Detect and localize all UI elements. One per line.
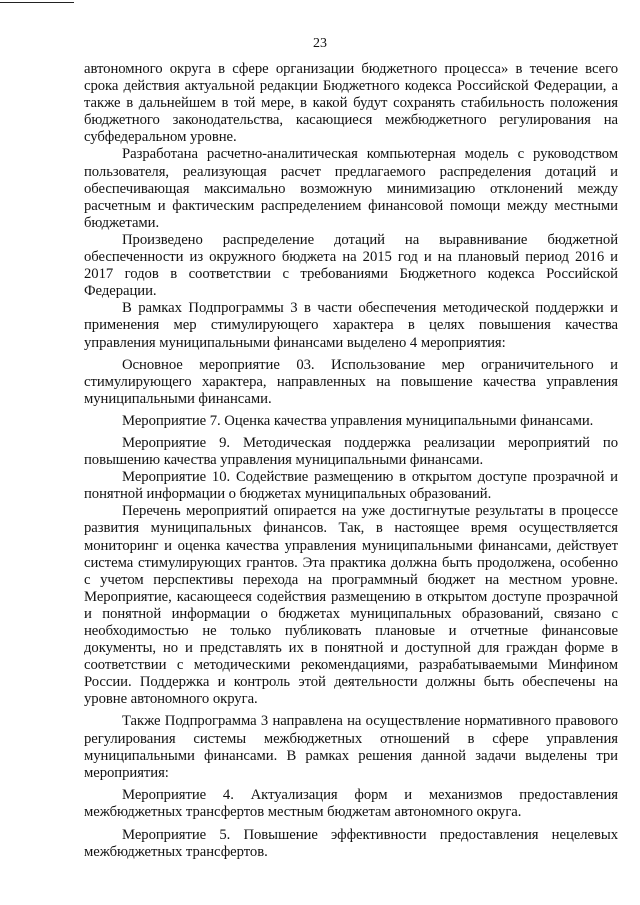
paragraph: Основное мероприятие 03. Использование мер ограничительного и стимулирующего характера, направленных на повышение качества управления муниципальными финансами. bbox=[84, 356, 618, 407]
paragraph: Мероприятие 10. Содействие размещению в открытом доступе прозрачной и понятной информации о бюджетах муниципальных образований. bbox=[84, 469, 618, 503]
paragraph: В рамках Подпрограммы 3 в части обеспечения методической поддержки и применения мер стимулирующего характера в целях повышения качества управления муниципальными финансами выделено 4 мероприятия: bbox=[84, 300, 618, 351]
body-text bbox=[84, 61, 618, 861]
paragraph: Мероприятие 9. Методическая поддержка реализации мероприятий по повышению качества управления муниципальными финансами. bbox=[84, 434, 618, 469]
paragraph: Также Подпрограмма 3 направлена на осуществление нормативного правового регулирования системы межбюджетных отношений в сфере управления муниципальными финансами. В рамках решения данной задачи выделены три мероприятия: bbox=[84, 713, 618, 781]
paragraph: Мероприятие 4. Актуализация форм и механизмов предоставления межбюджетных трансфертов местным бюджетам автономного округа. bbox=[84, 786, 618, 820]
page-number: 23 bbox=[313, 36, 327, 51]
paragraph: автономного округа в сфере организации бюджетного процесса» в течение всего срока действия актуальной редакции Бюджетного кодекса Российской Федерации, а также в дальнейшем в той мере, в какой будут сохранять стабильность положения бюджетного законодательства, касающиеся межбюджетного регулирования на субфедеральном уровне. bbox=[84, 61, 618, 146]
header-rule bbox=[0, 2, 74, 3]
paragraph: Разработана расчетно-аналитическая компьютерная модель с руководством пользователя, реализующая расчет предлагаемого распределения дотаций и обеспечивающая максимально возможную минимизацию отклонений между расчетным и фактическим распределением финансовой помощи между местными бюджетами. bbox=[84, 146, 618, 231]
paragraph: Перечень мероприятий опирается на уже достигнутые результаты в процессе развития муниципальных финансов. Так, в настоящее время осуществляется мониторинг и оценка качества управления муниципальными финансами, действует система стимулирующих грантов. Эта практика должна быть продолжена, особенно с учетом перспективы перехода на программный бюджет на местном уровне. Мероприятие, касающееся содействия размещению в открытом доступе прозрачной и понятной информации о бюджетах муниципальных образований, связано с необходимостью не только публиковать плановые и отчетные финансовые документы, но и представлять их в понятной и доступной для граждан форме в соответствии с методическими рекомендациями, разрабатываемыми Минфином России. Поддержка и контроль этой деятельности должны быть обеспечены на уровне автономного округа. bbox=[84, 503, 618, 708]
paragraph: Мероприятие 5. Повышение эффективности предоставления нецелевых межбюджетных трансфертов. bbox=[84, 827, 618, 861]
paragraph: Произведено распределение дотаций на выравнивание бюджетной обеспеченности из окружного бюджета на 2015 год и на плановый период 2016 и 2017 годов в соответствии с требованиями Бюджетного кодекса Российской Федерации. bbox=[84, 231, 618, 300]
paragraph: Мероприятие 7. Оценка качества управления муниципальными финансами. bbox=[122, 412, 594, 429]
